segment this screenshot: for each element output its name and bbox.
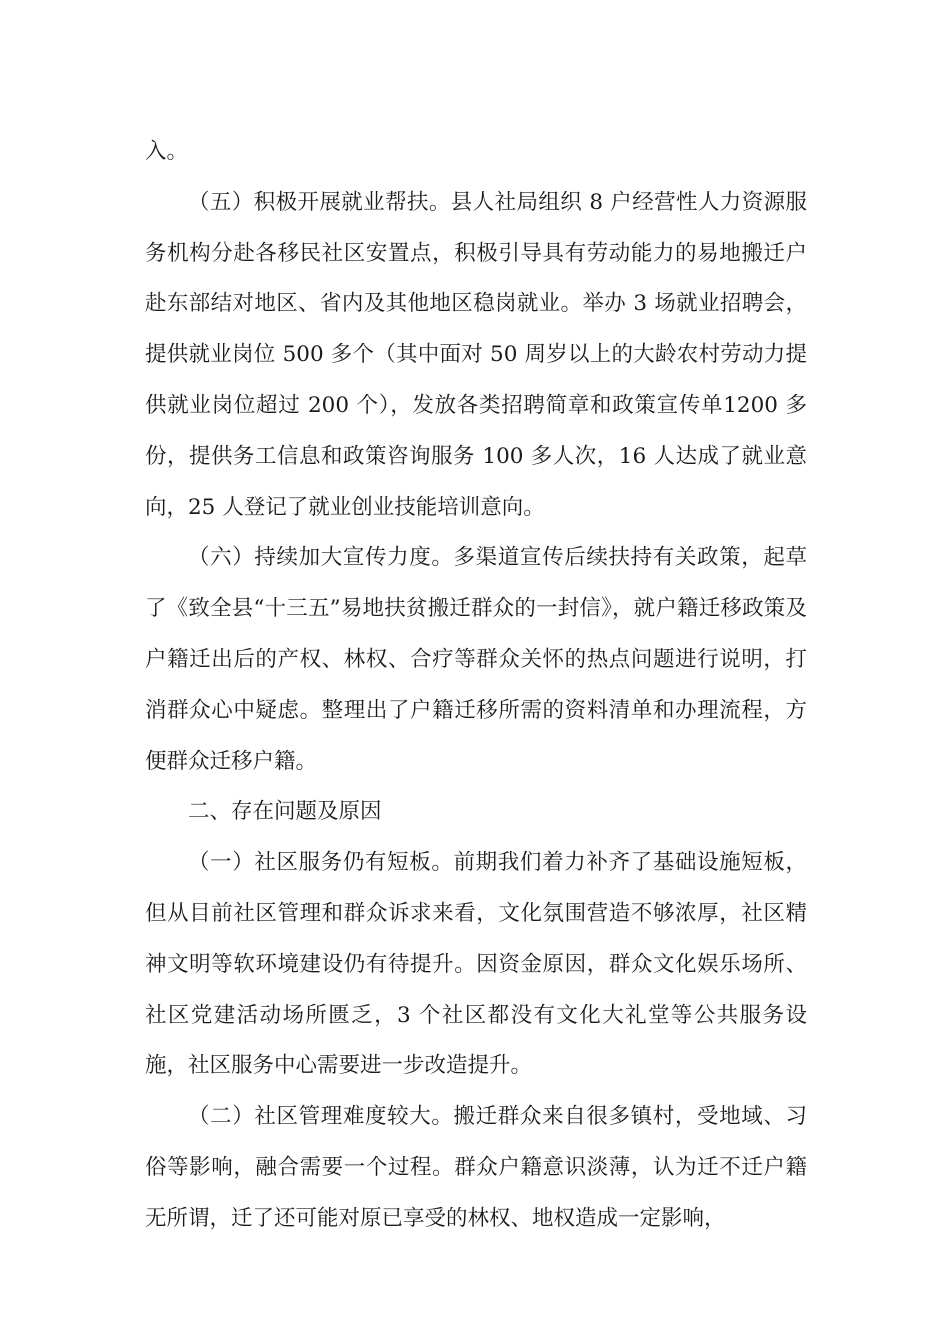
paragraph-community-service: （一）社区服务仍有短板。前期我们着力补齐了基础设施短板，但从目前社区管理和群众诉求来看，文化氛围营造不够浓厚，社区精神文明等软环境建设仍有待提升。因资金原因，群众文化娱乐场所、社区党建活动场所匮乏，3 个社区都没有文化大礼堂等公共服务设施，社区服务中心需要进一步改造提升。 [145,850,807,1079]
paragraph-continuation: 入。 [145,139,189,164]
paragraph-publicity: （六）持续加大宣传力度。多渠道宣传后续扶持有关政策，起草了《致全县“十三五”易地扶贫搬迁群众的一封信》，就户籍迁移政策及户籍迁出后的产权、林权、合疗等群众关怀的热点问题进行说明，打消群众心中疑虑。整理出了户籍迁移所需的资料清单和办理流程，方便群众迁移户籍。 [145,545,807,774]
paragraph-employment-support: （五）积极开展就业帮扶。县人社局组织 8 户经营性人力资源服务机构分赴各移民社区安置点，积极引导具有劳动能力的易地搬迁户赴东部结对地区、省内及其他地区稳岗就业。举办 3 场就业招聘会，提供就业岗位 500 多个（其中面对 50 周岁以上的大龄农村劳动力提供就业岗位超过 200 个），发放各类招聘简章和政策宣传单1200 多份，提供务工信息和政策咨询服务 100 多人次，16 人达成了就业意向，25 人登记了就业创业技能培训意向。 [145,189,807,520]
section-heading-problems: 二、存在问题及原因 [188,799,382,825]
document-body [145,127,807,1245]
paragraph-community-management: （二）社区管理难度较大。搬迁群众来自很多镇村，受地域、习俗等影响，融合需要一个过程。群众户籍意识淡薄，认为迁不迁户籍无所谓，迁了还可能对原已享受的林权、地权造成一定影响， [145,1104,807,1231]
